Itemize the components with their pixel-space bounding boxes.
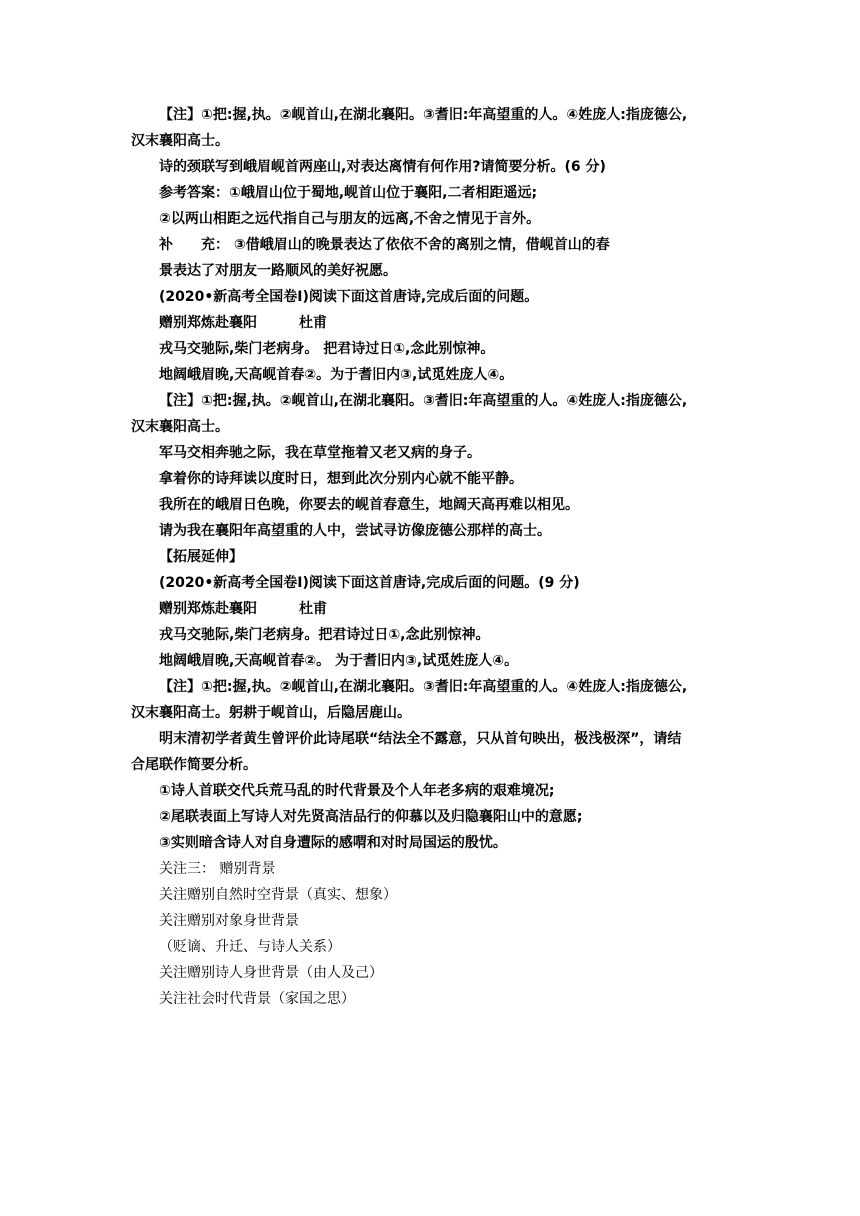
text-line: 景表达了对朋友一路顺风的美好祝愿。 [159, 263, 397, 279]
text-line: 【拓展延伸】 [159, 549, 243, 565]
text-line: 戎马交驰际,柴门老病身。把君诗过日①,念此别惊神。 [159, 627, 490, 643]
text-line: 参考答案：①峨眉山位于蜀地,岘首山位于襄阳,二者相距遥远; [159, 185, 538, 201]
text-line: 赠别郑炼赴襄阳 杜甫 [159, 315, 327, 331]
text-line: （贬谪、升迁、与诗人关系） [159, 939, 341, 955]
document-page [131, 102, 731, 1012]
text-line: 关注社会时代背景（家国之思） [159, 991, 355, 1007]
text-line: 关注赠别诗人身世背景（由人及己） [159, 965, 383, 981]
text-line: 关注赠别自然时空背景（真实、想象） [159, 887, 397, 903]
text-line: (2020•新高考全国卷Ⅰ)阅读下面这首唐诗,完成后面的问题。 [159, 289, 539, 305]
text-line: 戎马交驰际,柴门老病身。 把君诗过日①,念此别惊神。 [159, 341, 495, 357]
text-line: ②以两山相距之远代指自己与朋友的远离,不舍之情见于言外。 [159, 211, 541, 227]
text-line: 汉末襄阳高士。躬耕于岘首山，后隐居鹿山。 [131, 705, 411, 721]
text-line: ③实则暗含诗人对自身遭际的感喟和对时局国运的殷忧。 [159, 835, 507, 851]
text-line: 请为我在襄阳年高望重的人中，尝试寻访像庞德公那样的高士。 [159, 523, 551, 539]
text-line: 赠别郑炼赴襄阳 杜甫 [159, 601, 327, 617]
text-line: 地阔峨眉晚,天高岘首春②。 为于耆旧内③,试觅姓庞人④。 [159, 653, 519, 669]
text-line: 合尾联作简要分析。 [131, 757, 257, 773]
text-line: 【注】①把:握,执。②岘首山,在湖北襄阳。③耆旧:年高望重的人。④姓庞人:指庞德公, [159, 679, 688, 695]
text-line: 关注赠别对象身世背景 [159, 913, 299, 929]
text-line: 我所在的峨眉日色晚，你要去的岘首春意生，地阔天高再难以相见。 [159, 497, 579, 513]
text-line: 明末清初学者黄生曾评价此诗尾联“结法全不露意，只从首句映出，极浅极深”，请结 [159, 731, 682, 747]
text-line: ①诗人首联交代兵荒马乱的时代背景及个人年老多病的艰难境况; [159, 783, 555, 799]
text-line: ②尾联表面上写诗人对先贤高洁品行的仰慕以及归隐襄阳山中的意愿; [159, 809, 583, 825]
text-line: 军马交相奔驰之际，我在草堂拖着又老又病的身子。 [159, 445, 481, 461]
text-line: 关注三： 赠别背景 [159, 861, 276, 877]
text-line: (2020•新高考全国卷Ⅰ)阅读下面这首唐诗,完成后面的问题。(9 分) [159, 575, 580, 591]
text-line: 汉末襄阳高士。 [131, 419, 229, 435]
text-line: 补 充： ③借峨眉山的晚景表达了依依不舍的离别之情，借岘首山的春 [159, 237, 610, 253]
text-line: 拿着你的诗拜读以度时日，想到此次分别内心就不能平静。 [159, 471, 523, 487]
text-line: 【注】①把:握,执。②岘首山,在湖北襄阳。③耆旧:年高望重的人。④姓庞人:指庞德公, [159, 107, 688, 123]
text-line: 【注】①把:握,执。②岘首山,在湖北襄阳。③耆旧:年高望重的人。④姓庞人:指庞德公, [159, 393, 688, 409]
text-line: 地阔峨眉晚,天高岘首春②。为于耆旧内③,试觅姓庞人④。 [159, 367, 514, 383]
text-line: 汉末襄阳高士。 [131, 133, 229, 149]
text-line: 诗的颈联写到峨眉岘首两座山,对表达离情有何作用?请简要分析。(6 分) [159, 159, 606, 175]
